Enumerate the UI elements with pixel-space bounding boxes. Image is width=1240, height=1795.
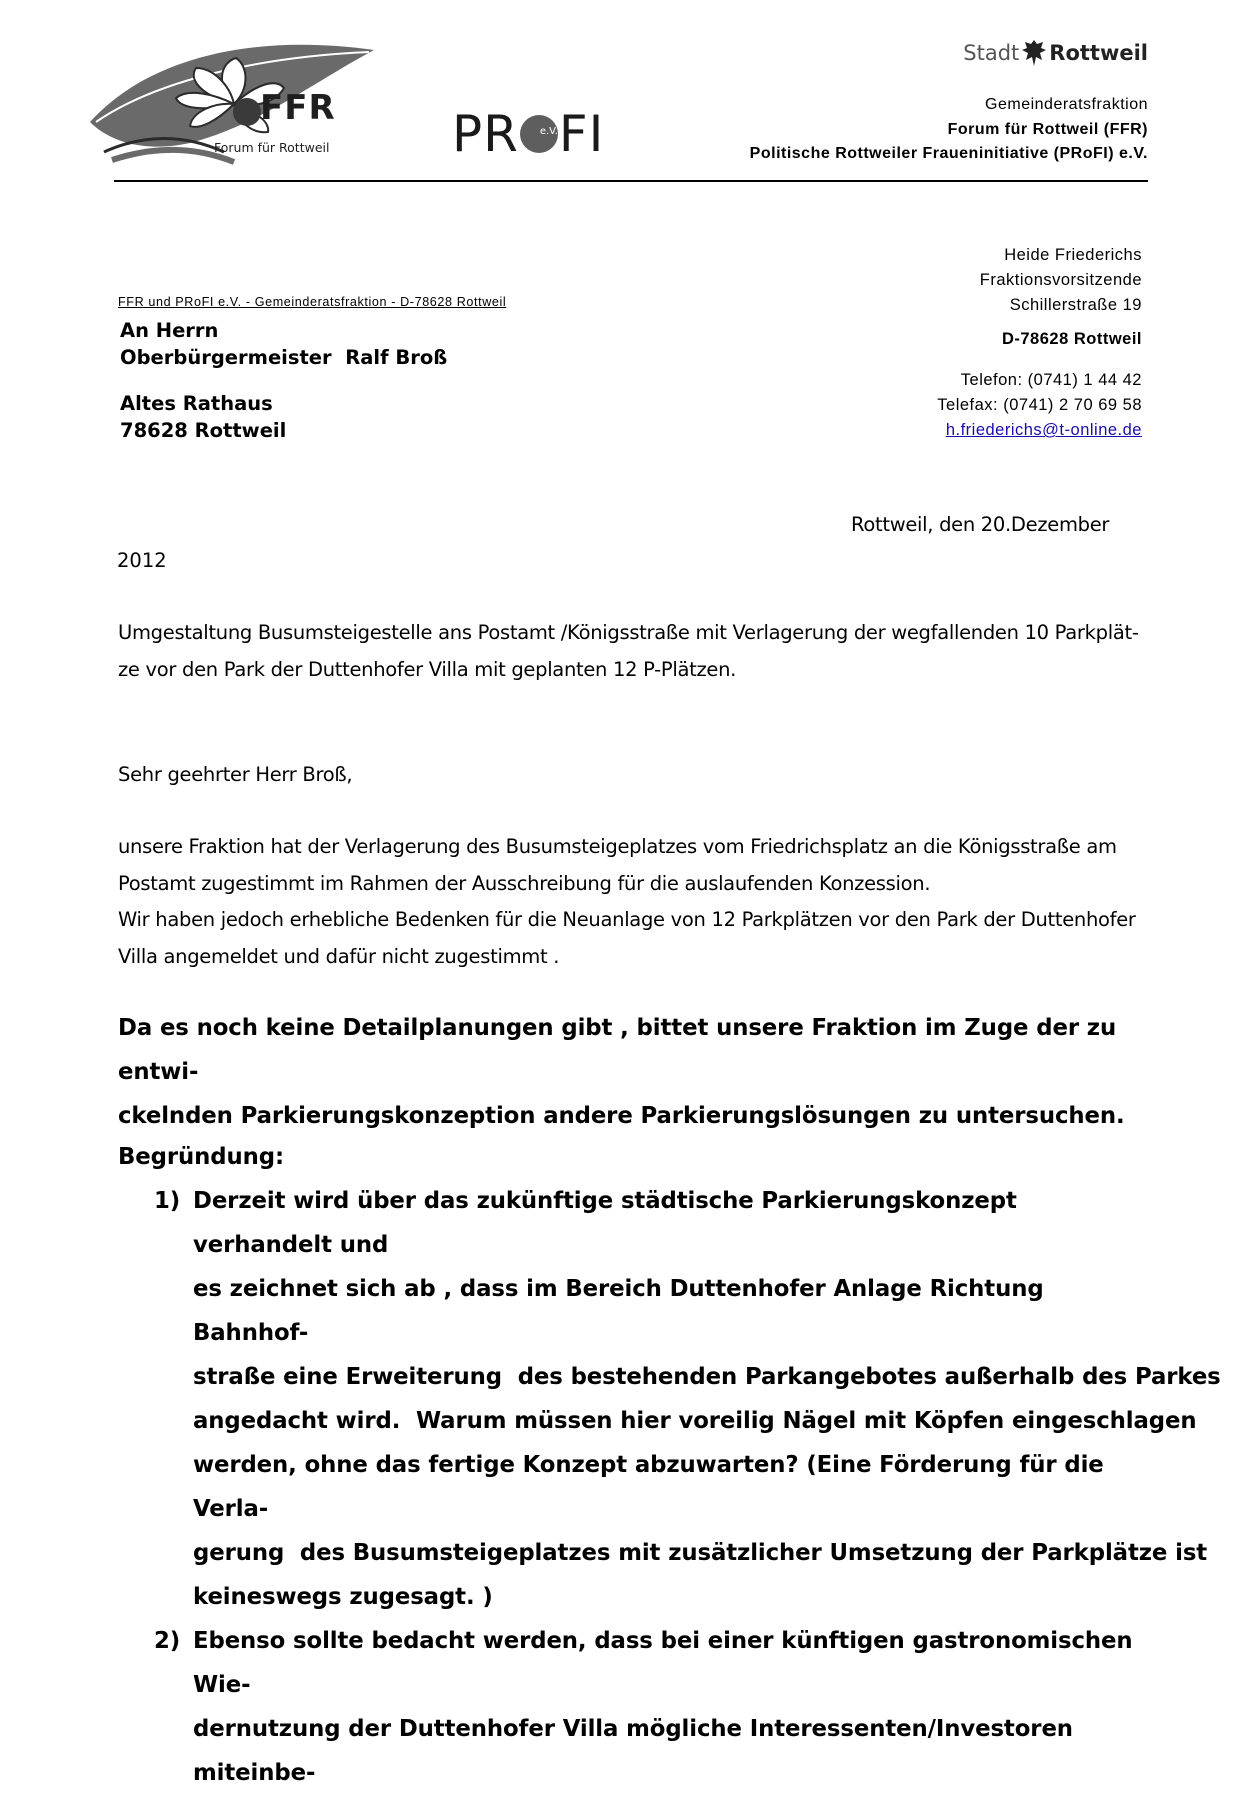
contact-street: Schillerstraße 19 <box>1009 296 1142 314</box>
reasons-list <box>118 1179 1221 1795</box>
subject-line-2: ze vor den Park der Duttenhofer Villa mit geplanten 12 P-Plätzen. <box>118 657 737 681</box>
subject-line-1: Umgestaltung Busumsteigestelle ans Postamt /Königsstraße mit Verlagerung der wegfallenden 10 Parkplät- <box>118 621 1139 644</box>
contact-city: D-78628 Rottweil <box>1001 330 1142 348</box>
profi-wordmark-right: FI <box>558 105 605 163</box>
body-line-2: Postamt zugestimmt im Rahmen der Ausschreibung für die auslaufenden Konzession. <box>118 871 931 895</box>
reason-line: Ebenso sollte bedacht werden, dass bei einer künftigen gastronomischen Wie- <box>193 1628 1133 1698</box>
profi-logo <box>452 104 604 164</box>
body-line-4: Villa angemeldet und dafür nicht zugestimmt . <box>118 944 560 968</box>
reason-item-2 <box>118 1619 1153 1795</box>
subject <box>118 615 1153 688</box>
reason-number: 2) <box>154 1628 181 1654</box>
request-line-1: Da es noch keine Detailplanungen gibt , bittet unsere Fraktion im Zuge der zu entwi- <box>118 1015 1117 1085</box>
recipient-line-3: Altes Rathaus <box>120 392 273 415</box>
reason-item-1 <box>118 1179 1221 1619</box>
letter-body <box>118 829 1153 975</box>
letterhead-group: Gemeinderatsfraktion <box>985 96 1148 113</box>
contact-fax: Telefax: (0741) 2 70 69 58 <box>937 396 1142 414</box>
reason-line: straße eine Erweiterung des bestehenden Parkangebotes außerhalb des Parkes <box>193 1364 1221 1390</box>
reason-line: Derzeit wird über das zukünftige städtische Parkierungskonzept verhandelt und <box>193 1188 1017 1258</box>
ffr-wordmark: FFR <box>260 88 336 128</box>
profi-ev-badge: e.V. <box>520 115 558 153</box>
reason-line: dernutzung der Duttenhofer Villa mögliche Interessenten/Investoren miteinbe- <box>193 1716 1073 1786</box>
reason-line: werden, ohne das fertige Konzept abzuwarten? (Eine Förderung für die Verla- <box>193 1452 1104 1522</box>
contact-role: Fraktionsvorsitzende <box>979 271 1142 289</box>
city-logo-prefix: Stadt <box>963 41 1020 65</box>
body-line-3: Wir haben jedoch erhebliche Bedenken für die Neuanlage von 12 Parkplätzen vor den Park der Duttenhofer <box>118 908 1136 931</box>
recipient-address <box>120 317 447 444</box>
city-logo-name: Rottweil <box>1049 41 1148 65</box>
city-logo <box>963 38 1148 68</box>
contact-block <box>937 243 1142 443</box>
contact-phone: Telefon: (0741) 1 44 42 <box>960 371 1142 389</box>
recipient-line-4: 78628 Rottweil <box>120 419 287 442</box>
contact-name: Heide Friederichs <box>1004 246 1142 264</box>
eagle-icon <box>1021 38 1047 68</box>
reason-number: 1) <box>154 1188 181 1214</box>
recipient-line-2: Oberbürgermeister Ralf Broß <box>120 346 448 369</box>
salutation: Sehr geehrter Herr Broß, <box>118 763 353 786</box>
reason-line: angedacht wird. Warum müssen hier voreilig Nägel mit Köpfen eingeschlagen <box>193 1408 1197 1434</box>
sender-return-line: FFR und PRoFI e.V. - Gemeinderatsfraktion - D-78628 Rottweil <box>118 295 507 309</box>
contact-email-link[interactable]: h.friederichs@t-online.de <box>945 421 1142 439</box>
letterhead-block <box>750 93 1148 167</box>
date-line-2: 2012 <box>117 549 167 572</box>
reason-line: keineswegs zugesagt. ) <box>193 1584 493 1610</box>
body-line-1: unsere Fraktion hat der Verlagerung des Busumsteigeplatzes vom Friedrichsplatz an die Königsstraße am <box>118 835 1117 858</box>
ffr-logo <box>84 42 376 170</box>
request-paragraph <box>118 1006 1153 1138</box>
recipient-line-1: An Herrn <box>120 319 219 342</box>
letterhead-forum: Forum für Rottweil (FFR) <box>947 120 1148 138</box>
reason-line: gerung des Busumsteigeplatzes mit zusätzlicher Umsetzung der Parkplätze ist <box>193 1540 1208 1566</box>
request-line-2: ckelnden Parkierungskonzeption andere Parkierungslösungen zu untersuchen. <box>118 1103 1125 1129</box>
reasons-heading: Begründung: <box>118 1144 284 1170</box>
profi-wordmark-left: PR <box>452 105 519 163</box>
header-divider <box>114 180 1148 182</box>
ffr-tagline: Forum für Rottweil <box>214 140 330 155</box>
reason-line: es zeichnet sich ab , dass im Bereich Duttenhofer Anlage Richtung Bahnhof- <box>193 1276 1044 1346</box>
date-line-1: Rottweil, den 20.Dezember <box>851 513 1110 536</box>
letterhead-profi: Politische Rottweiler Fraueninitiative (PRoFI) e.V. <box>749 145 1148 162</box>
